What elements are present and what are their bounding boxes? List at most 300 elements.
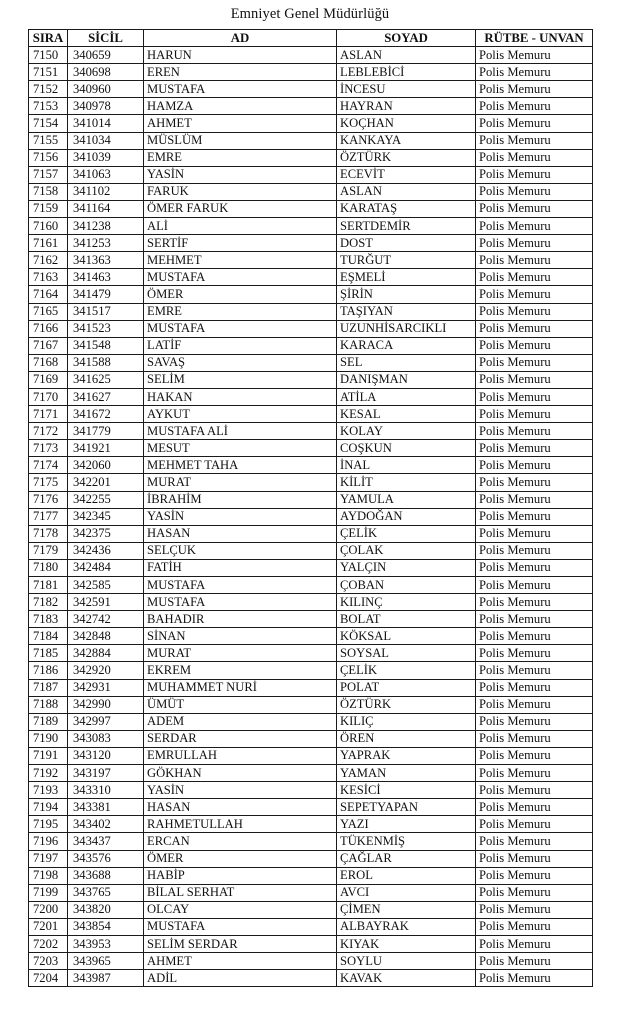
cell-sicil: 342255 xyxy=(68,491,144,508)
cell-rutbe-unvan: Polis Memuru xyxy=(476,850,593,867)
cell-sira: 7184 xyxy=(29,628,68,645)
table-row xyxy=(29,183,593,200)
cell-ad: EREN xyxy=(144,64,337,81)
cell-ad: GÖKHAN xyxy=(144,765,337,782)
table-row xyxy=(29,559,593,576)
cell-soyad: İNAL xyxy=(337,457,476,474)
cell-sicil: 342484 xyxy=(68,559,144,576)
table-row xyxy=(29,525,593,542)
table-row xyxy=(29,696,593,713)
cell-rutbe-unvan: Polis Memuru xyxy=(476,765,593,782)
table-row xyxy=(29,918,593,935)
cell-rutbe-unvan: Polis Memuru xyxy=(476,901,593,918)
cell-ad: OLCAY xyxy=(144,901,337,918)
cell-ad: MÜSLÜM xyxy=(144,132,337,149)
cell-soyad: ÇAĞLAR xyxy=(337,850,476,867)
cell-sira: 7190 xyxy=(29,730,68,747)
table-row xyxy=(29,115,593,132)
table-body xyxy=(29,47,593,987)
cell-sira: 7197 xyxy=(29,850,68,867)
cell-rutbe-unvan: Polis Memuru xyxy=(476,337,593,354)
cell-ad: MUSTAFA xyxy=(144,577,337,594)
cell-soyad: KARATAŞ xyxy=(337,200,476,217)
cell-sira: 7186 xyxy=(29,662,68,679)
cell-ad: ALİ xyxy=(144,218,337,235)
cell-rutbe-unvan: Polis Memuru xyxy=(476,918,593,935)
table-row xyxy=(29,47,593,64)
header-sira: SIRA xyxy=(29,30,68,47)
cell-ad: MUSTAFA xyxy=(144,918,337,935)
cell-ad: HAMZA xyxy=(144,98,337,115)
table-row xyxy=(29,901,593,918)
cell-soyad: EROL xyxy=(337,867,476,884)
cell-soyad: ÇOBAN xyxy=(337,577,476,594)
cell-ad: HABİP xyxy=(144,867,337,884)
cell-ad: MURAT xyxy=(144,474,337,491)
cell-sira: 7189 xyxy=(29,713,68,730)
cell-sicil: 341034 xyxy=(68,132,144,149)
cell-soyad: KOÇHAN xyxy=(337,115,476,132)
cell-ad: AHMET xyxy=(144,115,337,132)
cell-sira: 7156 xyxy=(29,149,68,166)
cell-sicil: 343197 xyxy=(68,765,144,782)
cell-sicil: 342931 xyxy=(68,679,144,696)
cell-sira: 7182 xyxy=(29,594,68,611)
cell-sira: 7203 xyxy=(29,953,68,970)
table-row xyxy=(29,149,593,166)
cell-soyad: ECEVİT xyxy=(337,166,476,183)
cell-ad: YASİN xyxy=(144,166,337,183)
table-row xyxy=(29,474,593,491)
cell-ad: MUSTAFA xyxy=(144,594,337,611)
cell-rutbe-unvan: Polis Memuru xyxy=(476,662,593,679)
cell-rutbe-unvan: Polis Memuru xyxy=(476,320,593,337)
cell-soyad: HAYRAN xyxy=(337,98,476,115)
table-row xyxy=(29,235,593,252)
cell-sicil: 341253 xyxy=(68,235,144,252)
cell-sira: 7166 xyxy=(29,320,68,337)
table-row xyxy=(29,98,593,115)
cell-sicil: 342201 xyxy=(68,474,144,491)
cell-sira: 7188 xyxy=(29,696,68,713)
cell-sicil: 342920 xyxy=(68,662,144,679)
cell-ad: YASİN xyxy=(144,508,337,525)
cell-rutbe-unvan: Polis Memuru xyxy=(476,252,593,269)
cell-rutbe-unvan: Polis Memuru xyxy=(476,935,593,952)
cell-sicil: 340659 xyxy=(68,47,144,64)
cell-ad: MEHMET xyxy=(144,252,337,269)
cell-soyad: SOYSAL xyxy=(337,645,476,662)
cell-rutbe-unvan: Polis Memuru xyxy=(476,354,593,371)
table-row xyxy=(29,491,593,508)
cell-soyad: EŞMELİ xyxy=(337,269,476,286)
cell-sicil: 341463 xyxy=(68,269,144,286)
cell-sira: 7164 xyxy=(29,286,68,303)
cell-ad: SERTİF xyxy=(144,235,337,252)
table-row xyxy=(29,457,593,474)
cell-rutbe-unvan: Polis Memuru xyxy=(476,611,593,628)
table-row xyxy=(29,577,593,594)
cell-ad: ÜMÜT xyxy=(144,696,337,713)
cell-rutbe-unvan: Polis Memuru xyxy=(476,491,593,508)
cell-soyad: KARACA xyxy=(337,337,476,354)
document-title: Emniyet Genel Müdürlüğü xyxy=(230,6,390,22)
cell-sira: 7194 xyxy=(29,799,68,816)
cell-soyad: ÇİMEN xyxy=(337,901,476,918)
cell-sira: 7185 xyxy=(29,645,68,662)
cell-rutbe-unvan: Polis Memuru xyxy=(476,457,593,474)
cell-soyad: ATİLA xyxy=(337,388,476,405)
cell-sicil: 343120 xyxy=(68,747,144,764)
cell-soyad: AYDOĞAN xyxy=(337,508,476,525)
table-row xyxy=(29,81,593,98)
cell-sira: 7173 xyxy=(29,440,68,457)
table-row xyxy=(29,816,593,833)
cell-ad: MUSTAFA ALİ xyxy=(144,423,337,440)
cell-rutbe-unvan: Polis Memuru xyxy=(476,525,593,542)
cell-rutbe-unvan: Polis Memuru xyxy=(476,166,593,183)
cell-ad: RAHMETULLAH xyxy=(144,816,337,833)
cell-rutbe-unvan: Polis Memuru xyxy=(476,269,593,286)
cell-sicil: 343987 xyxy=(68,970,144,987)
table-row xyxy=(29,662,593,679)
cell-rutbe-unvan: Polis Memuru xyxy=(476,371,593,388)
cell-soyad: KILIÇ xyxy=(337,713,476,730)
table-row xyxy=(29,320,593,337)
cell-sicil: 343854 xyxy=(68,918,144,935)
cell-ad: ÖMER FARUK xyxy=(144,200,337,217)
header-rutbe-unvan: RÜTBE - UNVAN xyxy=(476,30,593,47)
cell-soyad: ÇOLAK xyxy=(337,542,476,559)
cell-sicil: 342436 xyxy=(68,542,144,559)
table-row xyxy=(29,850,593,867)
cell-ad: BAHADIR xyxy=(144,611,337,628)
cell-soyad: ÖZTÜRK xyxy=(337,149,476,166)
cell-rutbe-unvan: Polis Memuru xyxy=(476,730,593,747)
cell-rutbe-unvan: Polis Memuru xyxy=(476,303,593,320)
cell-soyad: BOLAT xyxy=(337,611,476,628)
cell-sicil: 343820 xyxy=(68,901,144,918)
table-row xyxy=(29,611,593,628)
cell-sicil: 342742 xyxy=(68,611,144,628)
cell-sicil: 341014 xyxy=(68,115,144,132)
cell-rutbe-unvan: Polis Memuru xyxy=(476,833,593,850)
cell-sicil: 342345 xyxy=(68,508,144,525)
cell-soyad: ÇELİK xyxy=(337,525,476,542)
cell-sicil: 341779 xyxy=(68,423,144,440)
cell-sira: 7163 xyxy=(29,269,68,286)
cell-rutbe-unvan: Polis Memuru xyxy=(476,81,593,98)
cell-soyad: KAVAK xyxy=(337,970,476,987)
cell-sicil: 341063 xyxy=(68,166,144,183)
cell-ad: ÖMER xyxy=(144,286,337,303)
cell-sira: 7168 xyxy=(29,354,68,371)
cell-ad: EMRE xyxy=(144,149,337,166)
cell-sira: 7177 xyxy=(29,508,68,525)
cell-ad: MUHAMMET NURİ xyxy=(144,679,337,696)
cell-sicil: 342884 xyxy=(68,645,144,662)
cell-sira: 7200 xyxy=(29,901,68,918)
table-row xyxy=(29,406,593,423)
cell-soyad: SEL xyxy=(337,354,476,371)
cell-soyad: ÇELİK xyxy=(337,662,476,679)
cell-ad: SERDAR xyxy=(144,730,337,747)
cell-rutbe-unvan: Polis Memuru xyxy=(476,884,593,901)
cell-soyad: DOST xyxy=(337,235,476,252)
cell-rutbe-unvan: Polis Memuru xyxy=(476,183,593,200)
table-row xyxy=(29,371,593,388)
cell-soyad: İNCESU xyxy=(337,81,476,98)
cell-ad: MESUT xyxy=(144,440,337,457)
cell-ad: HARUN xyxy=(144,47,337,64)
cell-ad: EMRE xyxy=(144,303,337,320)
cell-sira: 7171 xyxy=(29,406,68,423)
table-row xyxy=(29,440,593,457)
cell-soyad: YAPRAK xyxy=(337,747,476,764)
table-row xyxy=(29,388,593,405)
cell-soyad: TURĞUT xyxy=(337,252,476,269)
table-row xyxy=(29,354,593,371)
cell-sicil: 340960 xyxy=(68,81,144,98)
cell-soyad: SERTDEMİR xyxy=(337,218,476,235)
cell-soyad: KESAL xyxy=(337,406,476,423)
cell-sira: 7178 xyxy=(29,525,68,542)
table-row xyxy=(29,542,593,559)
cell-sira: 7202 xyxy=(29,935,68,952)
cell-soyad: KÖKSAL xyxy=(337,628,476,645)
table-row xyxy=(29,884,593,901)
table-row xyxy=(29,867,593,884)
cell-sira: 7153 xyxy=(29,98,68,115)
cell-ad: FARUK xyxy=(144,183,337,200)
cell-sicil: 343576 xyxy=(68,850,144,867)
cell-ad: BİLAL SERHAT xyxy=(144,884,337,901)
cell-rutbe-unvan: Polis Memuru xyxy=(476,970,593,987)
cell-ad: MURAT xyxy=(144,645,337,662)
cell-ad: ADİL xyxy=(144,970,337,987)
cell-soyad: DANIŞMAN xyxy=(337,371,476,388)
table-row xyxy=(29,782,593,799)
cell-rutbe-unvan: Polis Memuru xyxy=(476,953,593,970)
cell-rutbe-unvan: Polis Memuru xyxy=(476,115,593,132)
cell-rutbe-unvan: Polis Memuru xyxy=(476,474,593,491)
cell-rutbe-unvan: Polis Memuru xyxy=(476,799,593,816)
cell-soyad: TÜKENMİŞ xyxy=(337,833,476,850)
cell-sicil: 343381 xyxy=(68,799,144,816)
table-row xyxy=(29,713,593,730)
cell-rutbe-unvan: Polis Memuru xyxy=(476,782,593,799)
cell-ad: HAKAN xyxy=(144,388,337,405)
cell-sira: 7174 xyxy=(29,457,68,474)
cell-soyad: UZUNHİSARCIKLI xyxy=(337,320,476,337)
cell-ad: AYKUT xyxy=(144,406,337,423)
cell-soyad: ŞİRİN xyxy=(337,286,476,303)
table-row xyxy=(29,679,593,696)
cell-sicil: 342848 xyxy=(68,628,144,645)
cell-sicil: 341039 xyxy=(68,149,144,166)
cell-rutbe-unvan: Polis Memuru xyxy=(476,440,593,457)
cell-rutbe-unvan: Polis Memuru xyxy=(476,645,593,662)
cell-sira: 7154 xyxy=(29,115,68,132)
table-row xyxy=(29,132,593,149)
table-row xyxy=(29,799,593,816)
cell-ad: FATİH xyxy=(144,559,337,576)
cell-rutbe-unvan: Polis Memuru xyxy=(476,388,593,405)
cell-sira: 7199 xyxy=(29,884,68,901)
cell-sira: 7170 xyxy=(29,388,68,405)
table-row xyxy=(29,166,593,183)
cell-sicil: 341164 xyxy=(68,200,144,217)
cell-sicil: 341238 xyxy=(68,218,144,235)
cell-rutbe-unvan: Polis Memuru xyxy=(476,867,593,884)
cell-ad: YASİN xyxy=(144,782,337,799)
cell-sicil: 343688 xyxy=(68,867,144,884)
cell-sicil: 343083 xyxy=(68,730,144,747)
cell-soyad: KOLAY xyxy=(337,423,476,440)
cell-sicil: 342591 xyxy=(68,594,144,611)
cell-ad: SİNAN xyxy=(144,628,337,645)
cell-sicil: 342990 xyxy=(68,696,144,713)
cell-sicil: 343953 xyxy=(68,935,144,952)
cell-sira: 7167 xyxy=(29,337,68,354)
cell-sicil: 341479 xyxy=(68,286,144,303)
cell-soyad: KANKAYA xyxy=(337,132,476,149)
cell-soyad: SEPETYAPAN xyxy=(337,799,476,816)
cell-soyad: ASLAN xyxy=(337,183,476,200)
cell-sira: 7183 xyxy=(29,611,68,628)
cell-ad: MUSTAFA xyxy=(144,269,337,286)
cell-rutbe-unvan: Polis Memuru xyxy=(476,64,593,81)
cell-sicil: 341921 xyxy=(68,440,144,457)
table-row xyxy=(29,765,593,782)
cell-soyad: POLAT xyxy=(337,679,476,696)
cell-rutbe-unvan: Polis Memuru xyxy=(476,423,593,440)
cell-ad: EMRULLAH xyxy=(144,747,337,764)
cell-sicil: 341102 xyxy=(68,183,144,200)
cell-soyad: TAŞIYAN xyxy=(337,303,476,320)
cell-soyad: YAMAN xyxy=(337,765,476,782)
table-row xyxy=(29,747,593,764)
table-row xyxy=(29,200,593,217)
cell-sicil: 342585 xyxy=(68,577,144,594)
cell-ad: SELİM SERDAR xyxy=(144,935,337,952)
cell-sira: 7175 xyxy=(29,474,68,491)
table-row xyxy=(29,286,593,303)
cell-sira: 7152 xyxy=(29,81,68,98)
cell-rutbe-unvan: Polis Memuru xyxy=(476,218,593,235)
cell-ad: SELÇUK xyxy=(144,542,337,559)
cell-sicil: 340978 xyxy=(68,98,144,115)
cell-rutbe-unvan: Polis Memuru xyxy=(476,628,593,645)
cell-ad: LATİF xyxy=(144,337,337,354)
cell-sira: 7159 xyxy=(29,200,68,217)
table-row xyxy=(29,833,593,850)
table-row xyxy=(29,337,593,354)
cell-rutbe-unvan: Polis Memuru xyxy=(476,577,593,594)
cell-sira: 7198 xyxy=(29,867,68,884)
cell-sicil: 343437 xyxy=(68,833,144,850)
cell-ad: İBRAHİM xyxy=(144,491,337,508)
cell-sira: 7187 xyxy=(29,679,68,696)
cell-sira: 7179 xyxy=(29,542,68,559)
cell-soyad: KIYAK xyxy=(337,935,476,952)
cell-soyad: ALBAYRAK xyxy=(337,918,476,935)
table-row xyxy=(29,628,593,645)
cell-sira: 7158 xyxy=(29,183,68,200)
cell-sicil: 341523 xyxy=(68,320,144,337)
cell-ad: EKREM xyxy=(144,662,337,679)
cell-sira: 7155 xyxy=(29,132,68,149)
cell-rutbe-unvan: Polis Memuru xyxy=(476,132,593,149)
cell-rutbe-unvan: Polis Memuru xyxy=(476,747,593,764)
cell-sira: 7162 xyxy=(29,252,68,269)
header-soyad: SOYAD xyxy=(337,30,476,47)
table-row xyxy=(29,508,593,525)
cell-ad: ÖMER xyxy=(144,850,337,867)
table-row xyxy=(29,730,593,747)
cell-soyad: YAZI xyxy=(337,816,476,833)
table-row xyxy=(29,645,593,662)
cell-rutbe-unvan: Polis Memuru xyxy=(476,816,593,833)
cell-sira: 7161 xyxy=(29,235,68,252)
cell-rutbe-unvan: Polis Memuru xyxy=(476,542,593,559)
table-row xyxy=(29,423,593,440)
cell-ad: MEHMET TAHA xyxy=(144,457,337,474)
cell-soyad: KİLİT xyxy=(337,474,476,491)
cell-sira: 7157 xyxy=(29,166,68,183)
cell-rutbe-unvan: Polis Memuru xyxy=(476,508,593,525)
cell-rutbe-unvan: Polis Memuru xyxy=(476,559,593,576)
cell-soyad: YAMULA xyxy=(337,491,476,508)
cell-soyad: SOYLU xyxy=(337,953,476,970)
cell-sira: 7176 xyxy=(29,491,68,508)
cell-sicil: 343402 xyxy=(68,816,144,833)
cell-sira: 7201 xyxy=(29,918,68,935)
cell-sira: 7193 xyxy=(29,782,68,799)
cell-sira: 7196 xyxy=(29,833,68,850)
cell-rutbe-unvan: Polis Memuru xyxy=(476,713,593,730)
cell-soyad: KILINÇ xyxy=(337,594,476,611)
cell-sicil: 343310 xyxy=(68,782,144,799)
cell-sicil: 342375 xyxy=(68,525,144,542)
cell-sira: 7165 xyxy=(29,303,68,320)
cell-soyad: AVCI xyxy=(337,884,476,901)
cell-sicil: 342060 xyxy=(68,457,144,474)
cell-rutbe-unvan: Polis Memuru xyxy=(476,200,593,217)
table-row xyxy=(29,970,593,987)
cell-sira: 7150 xyxy=(29,47,68,64)
cell-ad: HASAN xyxy=(144,525,337,542)
cell-rutbe-unvan: Polis Memuru xyxy=(476,235,593,252)
cell-rutbe-unvan: Polis Memuru xyxy=(476,679,593,696)
cell-rutbe-unvan: Polis Memuru xyxy=(476,47,593,64)
cell-sira: 7169 xyxy=(29,371,68,388)
cell-sira: 7151 xyxy=(29,64,68,81)
cell-ad: MUSTAFA xyxy=(144,81,337,98)
cell-sicil: 340698 xyxy=(68,64,144,81)
cell-sicil: 341672 xyxy=(68,406,144,423)
cell-sicil: 341548 xyxy=(68,337,144,354)
table-row xyxy=(29,269,593,286)
cell-sicil: 343965 xyxy=(68,953,144,970)
cell-sira: 7181 xyxy=(29,577,68,594)
cell-ad: AHMET xyxy=(144,953,337,970)
cell-rutbe-unvan: Polis Memuru xyxy=(476,149,593,166)
cell-soyad: YALÇIN xyxy=(337,559,476,576)
cell-soyad: LEBLEBİCİ xyxy=(337,64,476,81)
table-row xyxy=(29,594,593,611)
cell-sicil: 341363 xyxy=(68,252,144,269)
